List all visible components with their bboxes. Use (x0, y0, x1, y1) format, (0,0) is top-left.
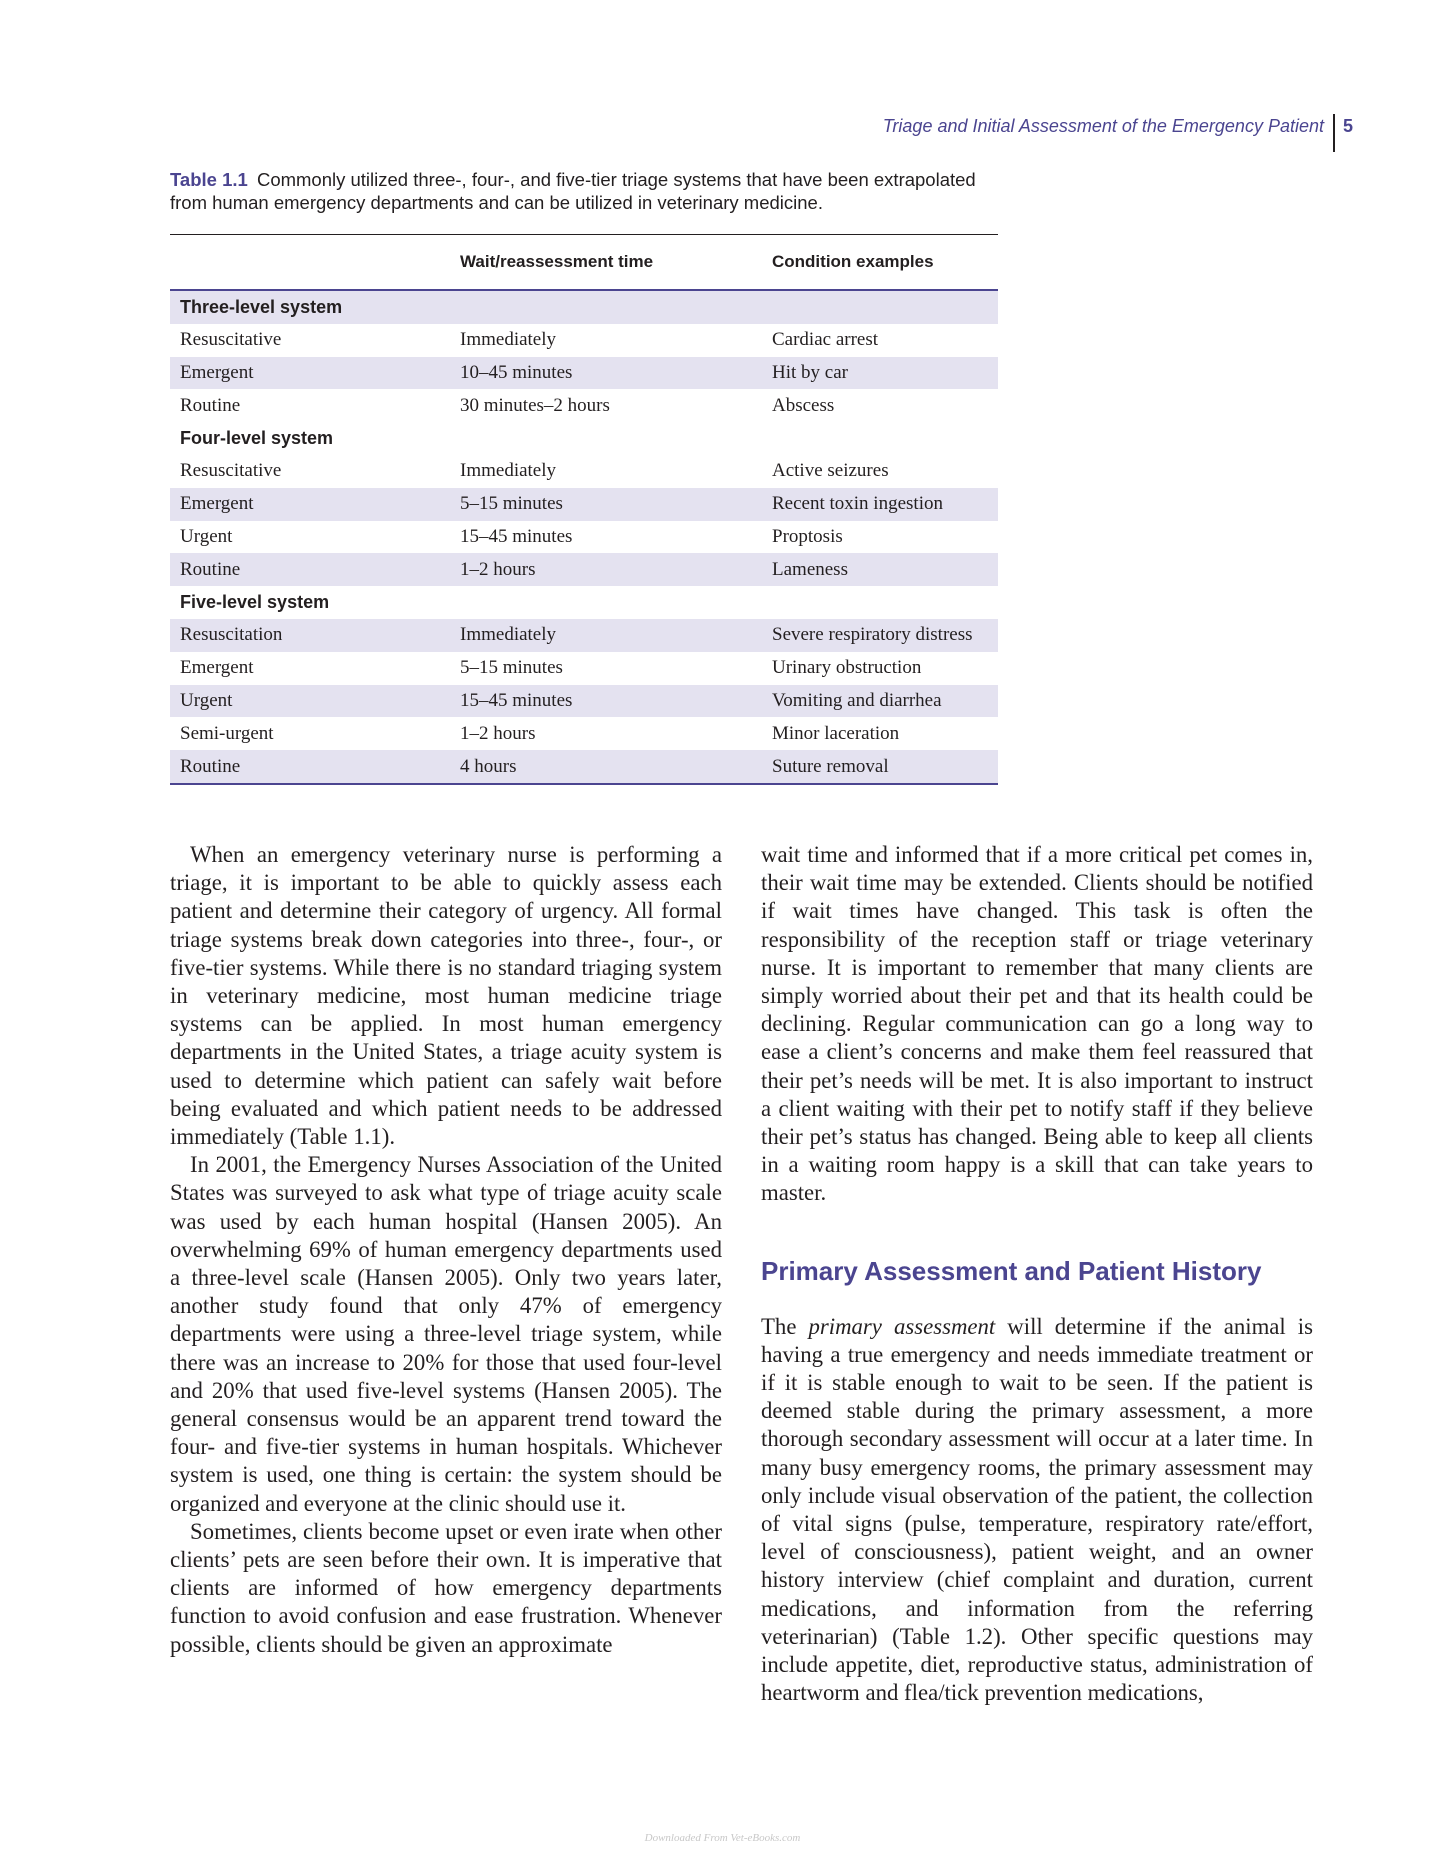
body-column-left (170, 841, 722, 1659)
table-cell: Resuscitation (170, 619, 450, 652)
table-cell (762, 290, 998, 324)
table-cell: 5–15 minutes (460, 657, 563, 679)
table-row (170, 652, 998, 685)
table-cell: Proptosis (772, 525, 843, 547)
body-paragraph: Sometimes, clients become upset or even irate when other clients’ pets are seen before their own. It is imperative that clients are informed of how emergency departments function to avoid confusion and ease frustration. Whenever possible, clients should be given an approximate (170, 1518, 722, 1657)
table-cell: Hit by car (762, 357, 998, 390)
table-cell (450, 586, 762, 619)
table-header-cell: Wait/reassessment time (450, 235, 762, 291)
table-cell: Immediately (450, 619, 762, 652)
table-cell: 4 hours (450, 750, 762, 784)
table-cell: Emergent (170, 357, 450, 390)
table-caption-label: Table 1.1 (170, 169, 248, 190)
table-row (170, 521, 998, 554)
table-cell: Immediately (460, 460, 557, 482)
table-cell: 30 minutes–2 hours (460, 394, 610, 416)
table-header-cell (170, 235, 450, 291)
table-cell: Abscess (772, 394, 835, 416)
table-cell: Severe respiratory distress (762, 619, 998, 652)
table-cell: 15–45 minutes (450, 685, 762, 718)
paragraph-text: The (761, 1313, 809, 1339)
table-cell: Resuscitative (180, 460, 282, 482)
table-cell: Urgent (180, 525, 233, 547)
table-header-cell: Condition examples (762, 235, 998, 291)
table-row (170, 389, 998, 422)
table-cell: 15–45 minutes (460, 525, 573, 547)
body-paragraph: When an emergency veterinary nurse is performing a triage, it is important to be able to quickly assess each patient and determine their category of urgency. All formal triage systems break down categories into three-, four-, or five-tier systems. While there is no standard triaging system in veterinary medicine, most human medicine triage systems can be applied. In most human emergency departments in the United States, a triage acuity system is used to determine which patient can safely wait before being evaluated and which patient needs to be addressed immediately (Table 1.1). (170, 842, 722, 1150)
table-row (170, 455, 998, 488)
body-column-right (761, 841, 1313, 1707)
table-row (170, 685, 998, 718)
table-cell: 1–2 hours (460, 722, 536, 744)
table-cell: Four-level system (180, 428, 334, 449)
table-cell (762, 422, 998, 455)
running-title: Triage and Initial Assessment of the Emergency Patient (882, 116, 1324, 136)
table-row (170, 750, 998, 784)
table-row (170, 717, 998, 750)
table-cell: Routine (170, 553, 450, 586)
table-cell: Semi-urgent (180, 722, 274, 744)
table-cell: Lameness (762, 553, 998, 586)
table-cell: Three-level system (170, 290, 450, 324)
paragraph-text: will determine if the animal is having a true emergency and needs immediate treatment or if it is stable enough to wait to be seen. If the patient is deemed stable during the primary assessment, a more thorough secondary assessment will occur at a later time. In many busy emergency rooms, the primary assessment may only include visual observation of the patient, the collection of vital signs (pulse, temperature, respiratory rate/effort, level of consciousness), patient weight, and an owner history interview (chief complaint and duration, current medications, and information from the referring veterinarian) (Table 1.2). Other specific questions may include appetite, diet, reproductive status, administration of heartworm and flea/tick prevention medications, (761, 1313, 1313, 1706)
table-row (170, 488, 998, 521)
table-cell: 1–2 hours (450, 553, 762, 586)
body-paragraph (761, 1313, 1313, 1708)
table-cell: Minor laceration (772, 722, 900, 744)
table-section-row (170, 422, 998, 455)
body-paragraph: In 2001, the Emergency Nurses Association of the United States was surveyed to ask what type of triage acuity scale was used by each human hospital (Hansen 2005). An overwhelming 69% of human emergency departments used a three-level scale (Hansen 2005). Only two years later, another study found that only 47% of emergency departments were using a three-level triage system, while there was an increase to 20% for those that used four-level and 20% that used five-level systems (Hansen 2005). The general consensus would be an apparent trend toward the four- and five-tier systems in human hospitals. Whichever system is used, one thing is certain: the system should be organized and everyone at the clinic should use it. (170, 1152, 722, 1516)
table-cell: Emergent (170, 488, 450, 521)
page-number: 5 (1343, 116, 1354, 136)
table-caption-text: Commonly utilized three-, four-, and five-tier triage systems that have been extrapolated from human emergency departments and can be utilized in veterinary medicine. (170, 169, 976, 213)
section-heading: Primary Assessment and Patient History (761, 1255, 1262, 1286)
running-head (0, 114, 1445, 154)
body-paragraph: wait time and informed that if a more critical pet comes in, their wait time may be extended. Clients should be notified if wait times have changed. This task is often the responsibility of the reception staff or triage veterinary nurse. It is important to remember that many clients are simply worried about their pet and that its health could be declining. Regular communication can go a long way to ease a client’s concerns and make them feel reassured that their pet’s needs will be met. It is also important to instruct a client waiting with their pet to notify staff if they believe their pet’s status has changed. Being able to keep all clients in a waiting room happy is a skill that can take years to master. (761, 842, 1313, 1206)
emphasis-text: primary assessment (808, 1313, 996, 1339)
table-cell: Cardiac arrest (772, 329, 879, 351)
table-body (170, 290, 998, 784)
table-cell: Vomiting and diarrhea (762, 685, 998, 718)
footer-watermark: Downloaded From Vet-eBooks.com (644, 1832, 801, 1844)
triage-table (170, 234, 998, 785)
table-cell (450, 422, 762, 455)
header-divider (1333, 114, 1335, 152)
table-cell: Routine (180, 394, 241, 416)
table-cell (450, 290, 762, 324)
table-section-row (170, 290, 998, 324)
table-row (170, 357, 998, 390)
table-header-row (170, 235, 998, 291)
table-cell: Urgent (170, 685, 450, 718)
table-row (170, 324, 998, 357)
table-cell: Active seizures (772, 460, 889, 482)
table-cell: Immediately (460, 329, 557, 351)
table-cell: Routine (170, 750, 450, 784)
table-section-row (170, 586, 998, 619)
table-row (170, 553, 998, 586)
table-cell: Five-level system (180, 592, 330, 613)
table-cell: Emergent (180, 657, 254, 679)
table-cell (762, 586, 998, 619)
table-cell: Suture removal (762, 750, 998, 784)
table-cell: Resuscitative (180, 329, 282, 351)
table-cell: 10–45 minutes (450, 357, 762, 390)
table-row (170, 619, 998, 652)
table-caption (170, 168, 1010, 214)
table-cell: Urinary obstruction (772, 657, 922, 679)
table-cell: 5–15 minutes (450, 488, 762, 521)
table-cell: Recent toxin ingestion (762, 488, 998, 521)
